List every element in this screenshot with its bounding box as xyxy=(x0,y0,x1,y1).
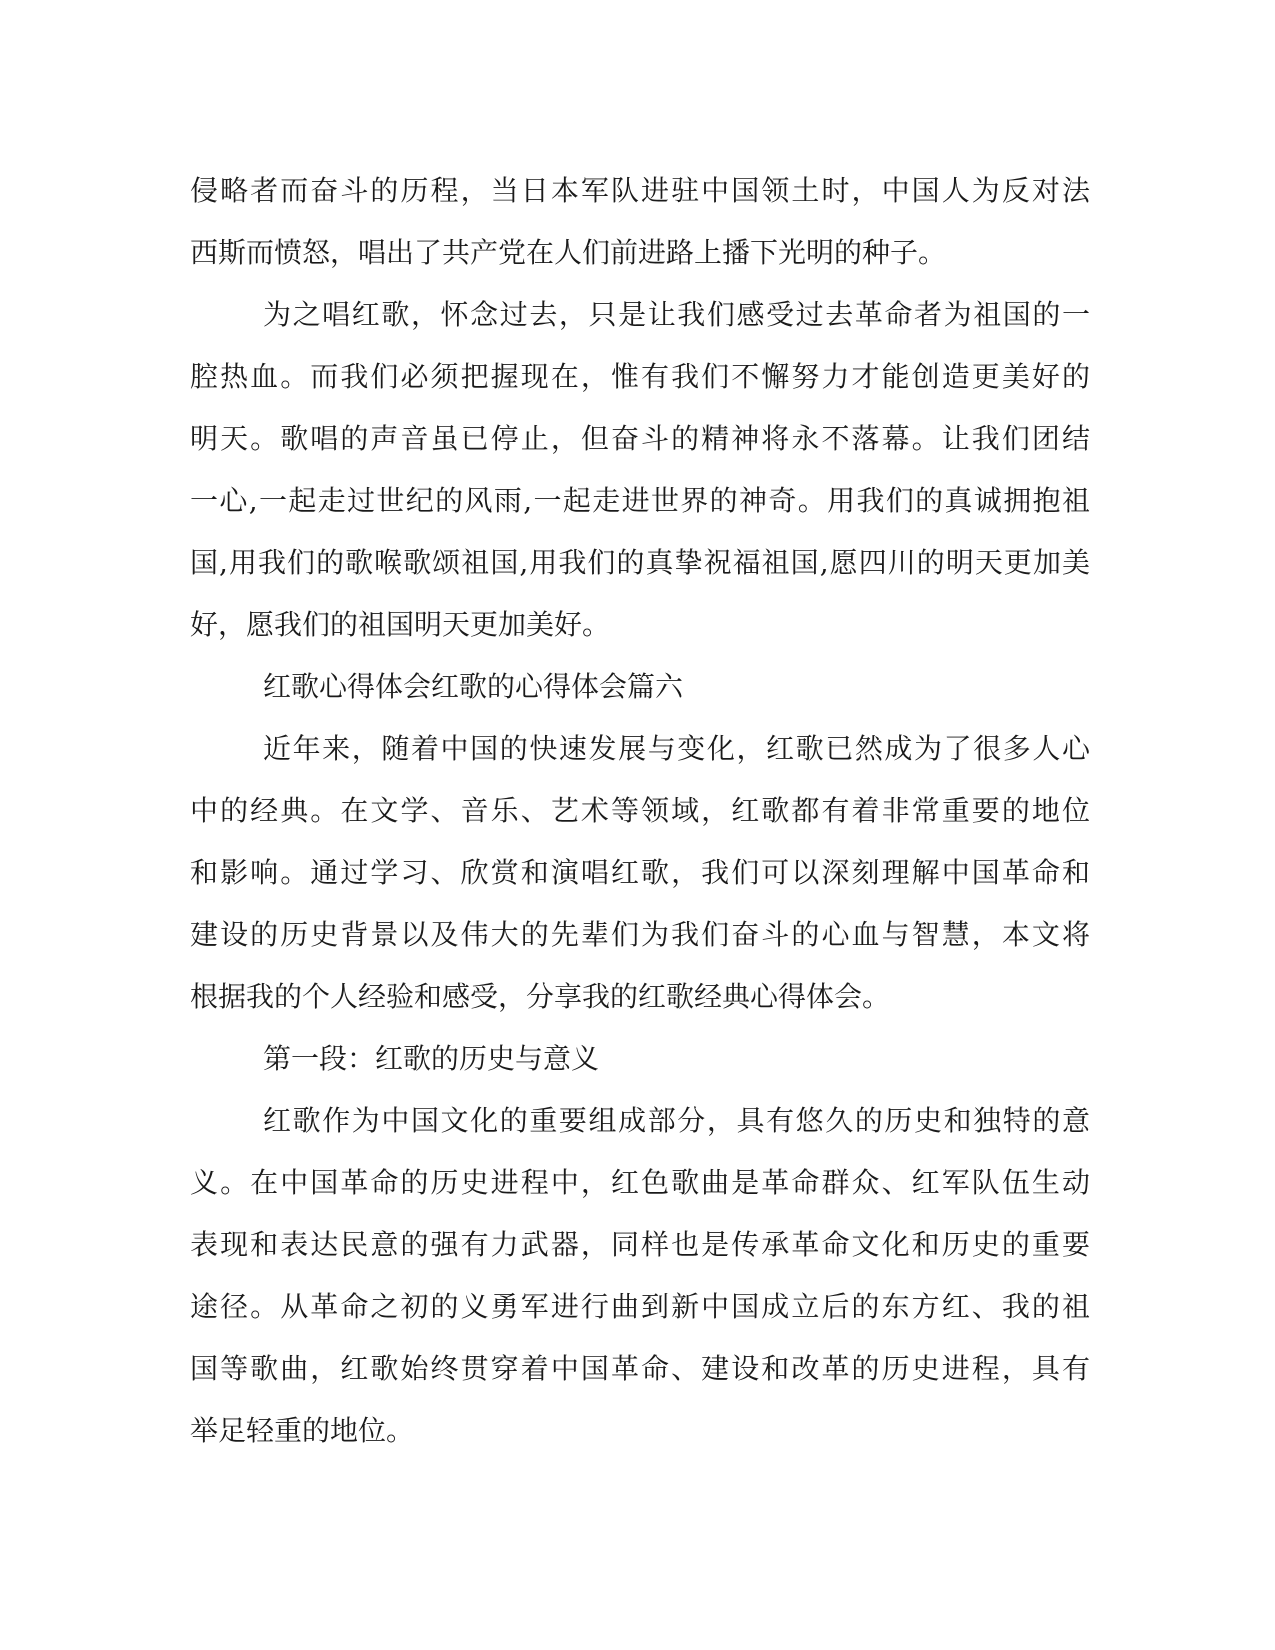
document-line: 根据我的个人经验和感受，分享我的红歌经典心得体会。 xyxy=(190,980,891,1013)
document-line: 中的经典。在文学、音乐、艺术等领域，红歌都有着非常重要的地位 xyxy=(190,794,1090,827)
document-line: 国等歌曲，红歌始终贯穿着中国革命、建设和改革的历史进程，具有 xyxy=(190,1352,1090,1385)
document-line: 和影响。通过学习、欣赏和演唱红歌，我们可以深刻理解中国革命和 xyxy=(190,856,1090,889)
document-line: 红歌作为中国文化的重要组成部分，具有悠久的历史和独特的意 xyxy=(263,1104,1090,1137)
document-line: 表现和表达民意的强有力武器，同样也是传承革命文化和历史的重要 xyxy=(190,1228,1090,1261)
document-line: 义。在中国革命的历史进程中，红色歌曲是革命群众、红军队伍生动 xyxy=(190,1166,1090,1199)
document-line: 一心,一起走过世纪的风雨,一起走进世界的神奇。用我们的真诚拥抱祖 xyxy=(190,484,1090,517)
document-line: 途径。从革命之初的义勇军进行曲到新中国成立后的东方红、我的祖 xyxy=(190,1290,1090,1323)
document-line: 红歌心得体会红歌的心得体会篇六 xyxy=(263,670,684,703)
document-line: 侵略者而奋斗的历程，当日本军队进驻中国领土时，中国人为反对法 xyxy=(190,174,1090,207)
document-line: 建设的历史背景以及伟大的先辈们为我们奋斗的心血与智慧，本文将 xyxy=(190,918,1090,951)
document-line: 西斯而愤怒，唱出了共产党在人们前进路上播下光明的种子。 xyxy=(190,236,947,269)
document-line: 好，愿我们的祖国明天更加美好。 xyxy=(190,608,611,641)
document-line: 近年来，随着中国的快速发展与变化，红歌已然成为了很多人心 xyxy=(263,732,1090,765)
document-line: 腔热血。而我们必须把握现在，惟有我们不懈努力才能创造更美好的 xyxy=(190,360,1090,393)
document-line: 举足轻重的地位。 xyxy=(190,1414,415,1447)
document-line: 明天。歌唱的声音虽已停止，但奋斗的精神将永不落幕。让我们团结 xyxy=(190,422,1090,455)
document-line: 国,用我们的歌喉歌颂祖国,用我们的真挚祝福祖国,愿四川的明天更加美 xyxy=(190,546,1090,579)
document-line: 为之唱红歌，怀念过去，只是让我们感受过去革命者为祖国的一 xyxy=(263,298,1090,331)
document-line: 第一段：红歌的历史与意义 xyxy=(263,1042,600,1075)
document-body xyxy=(190,160,1090,1462)
